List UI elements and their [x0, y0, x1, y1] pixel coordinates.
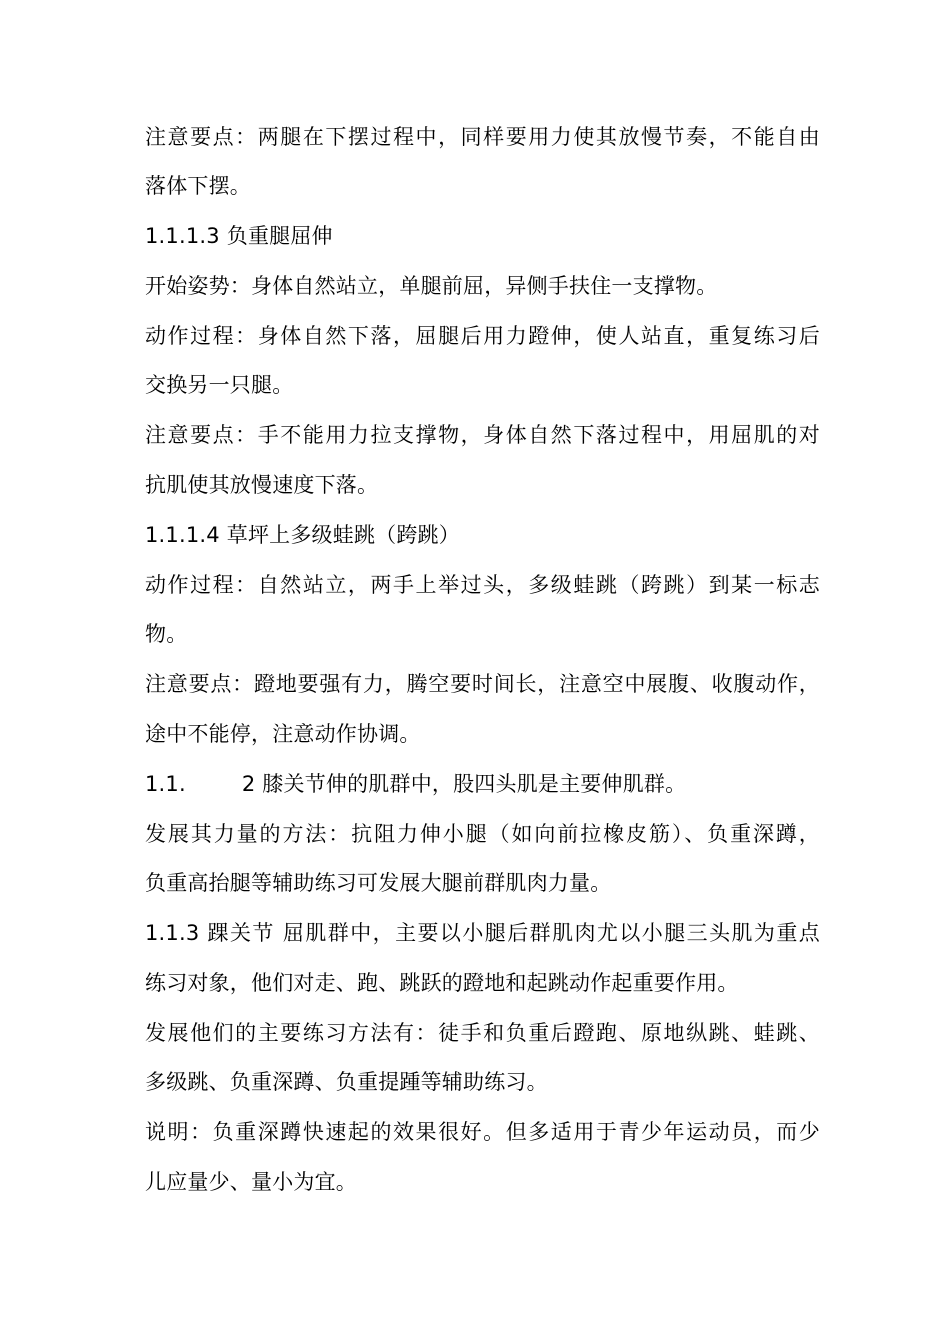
paragraph-line: 物。 — [145, 622, 188, 646]
paragraph-line: 交换另一只腿。 — [145, 373, 294, 397]
paragraph-line: 落体下摆。 — [145, 174, 251, 198]
paragraph-line: 儿应量少、量小为宜。 — [145, 1170, 357, 1194]
section-heading: 1.1.1.4 草坪上多级蛙跳（跨跳） — [145, 523, 460, 547]
paragraph-line: 多级跳、负重深蹲、负重提踵等辅助练习。 — [145, 1070, 548, 1094]
paragraph-line: 抗肌使其放慢速度下落。 — [145, 473, 379, 497]
section-heading — [145, 770, 820, 798]
paragraph-line: 负重高抬腿等辅助练习可发展大腿前群肌肉力量。 — [145, 871, 612, 895]
paragraph-line: 注意要点：蹬地要强有力，腾空要时间长，注意空中展腹、收腹动作， — [145, 672, 820, 696]
paragraph-line: 动作过程：身体自然下落，屈腿后用力蹬伸，使人站直，重复练习后 — [145, 324, 820, 348]
paragraph-line: 练习对象，他们对走、跑、跳跃的蹬地和起跳动作起重要作用。 — [145, 971, 739, 995]
paragraph-line: 注意要点：两腿在下摆过程中，同样要用力使其放慢节奏，不能自由 — [145, 125, 820, 149]
section-heading: 1.1.1.3 负重腿屈伸 — [145, 224, 333, 248]
paragraph-line: 途中不能停，注意动作协调。 — [145, 722, 421, 746]
heading-text: 2 膝关节伸的肌群中，股四头肌是主要伸肌群。 — [241, 772, 687, 796]
heading-number: 1.1. — [145, 772, 186, 796]
paragraph-line: 发展其力量的方法：抗阻力伸小腿（如向前拉橡皮筋）、负重深蹲， — [145, 822, 820, 846]
paragraph-line: 开始姿势：身体自然站立，单腿前屈，异侧手扶住一支撑物。 — [145, 274, 718, 298]
paragraph-line: 发展他们的主要练习方法有：徒手和负重后蹬跑、原地纵跳、蛙跳、 — [145, 1021, 820, 1045]
paragraph-line: 注意要点：手不能用力拉支撑物，身体自然下落过程中，用屈肌的对 — [145, 423, 820, 447]
paragraph-line: 动作过程：自然站立，两手上举过头，多级蛙跳（跨跳）到某一标志 — [145, 573, 820, 597]
paragraph-line: 说明：负重深蹲快速起的效果很好。但多适用于青少年运动员，而少 — [145, 1120, 820, 1144]
section-heading: 1.1.3 踝关节 屈肌群中，主要以小腿后群肌肉尤以小腿三头肌为重点 — [145, 921, 820, 945]
